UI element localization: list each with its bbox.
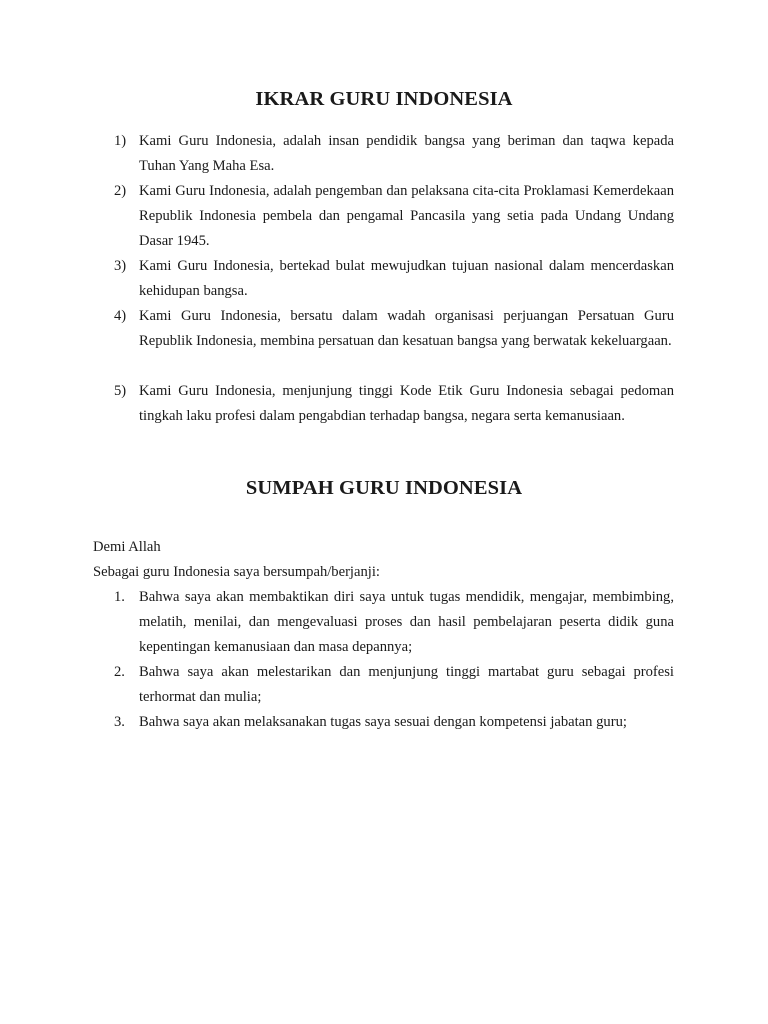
list-text: Kami Guru Indonesia, bertekad bulat mewujudkan tujuan nasional dalam mencerdaskan kehidupan bangsa.: [139, 258, 674, 299]
list-number: 2): [114, 183, 127, 199]
sumpah-title: SUMPAH GURU INDONESIA: [245, 477, 523, 499]
ikrar-list-item: [93, 254, 674, 304]
sumpah-opening: Demi Allah: [93, 539, 161, 555]
list-number: 4): [114, 308, 127, 324]
list-number: 2.: [114, 664, 125, 680]
ikrar-list-item: [93, 379, 674, 429]
sumpah-list-item: [93, 710, 674, 735]
list-text: Bahwa saya akan membaktikan diri saya untuk tugas mendidik, mengajar, membimbing, melatih, menilai, dan mengevaluasi proses dan hasil pembelajaran peserta didik guna kepentingan kemanusiaan dan masa depannya;: [139, 589, 674, 655]
list-text: Kami Guru Indonesia, bersatu dalam wadah organisasi perjuangan Persatuan Guru Republik Indonesia, membina persatuan dan kesatuan bangsa yang berwatak kekeluargaan.: [139, 308, 674, 349]
list-text: Kami Guru Indonesia, adalah insan pendidik bangsa yang beriman dan taqwa kepada Tuhan Yang Maha Esa.: [139, 133, 674, 174]
ikrar-list-item: [93, 129, 674, 179]
list-text: Kami Guru Indonesia, adalah pengemban dan pelaksana cita-cita Proklamasi Kemerdekaan Republik Indonesia pembela dan pengamal Pancasila yang setia pada Undang Undang Dasar 1945.: [139, 183, 674, 249]
list-number: 3.: [114, 714, 125, 730]
sumpah-list-item: [93, 585, 674, 660]
list-text: Kami Guru Indonesia, menjunjung tinggi Kode Etik Guru Indonesia sebagai pedoman tingkah laku profesi dalam pengabdian terhadap bangsa, negara serta kemanusiaan.: [139, 383, 674, 424]
list-text: Bahwa saya akan melaksanakan tugas saya sesuai dengan kompetensi jabatan guru;: [139, 714, 627, 730]
ikrar-title: IKRAR GURU INDONESIA: [255, 88, 513, 110]
ikrar-list-item: [93, 179, 674, 254]
list-number: 3): [114, 258, 127, 274]
list-number: 1.: [114, 589, 125, 605]
ikrar-list-item: [93, 304, 674, 354]
list-text: Bahwa saya akan melestarikan dan menjunjung tinggi martabat guru sebagai profesi terhormat dan mulia;: [139, 664, 674, 705]
list-number: 1): [114, 133, 127, 149]
list-number: 5): [114, 383, 127, 399]
sumpah-list-item: [93, 660, 674, 710]
sumpah-intro: Sebagai guru Indonesia saya bersumpah/berjanji:: [93, 564, 380, 580]
